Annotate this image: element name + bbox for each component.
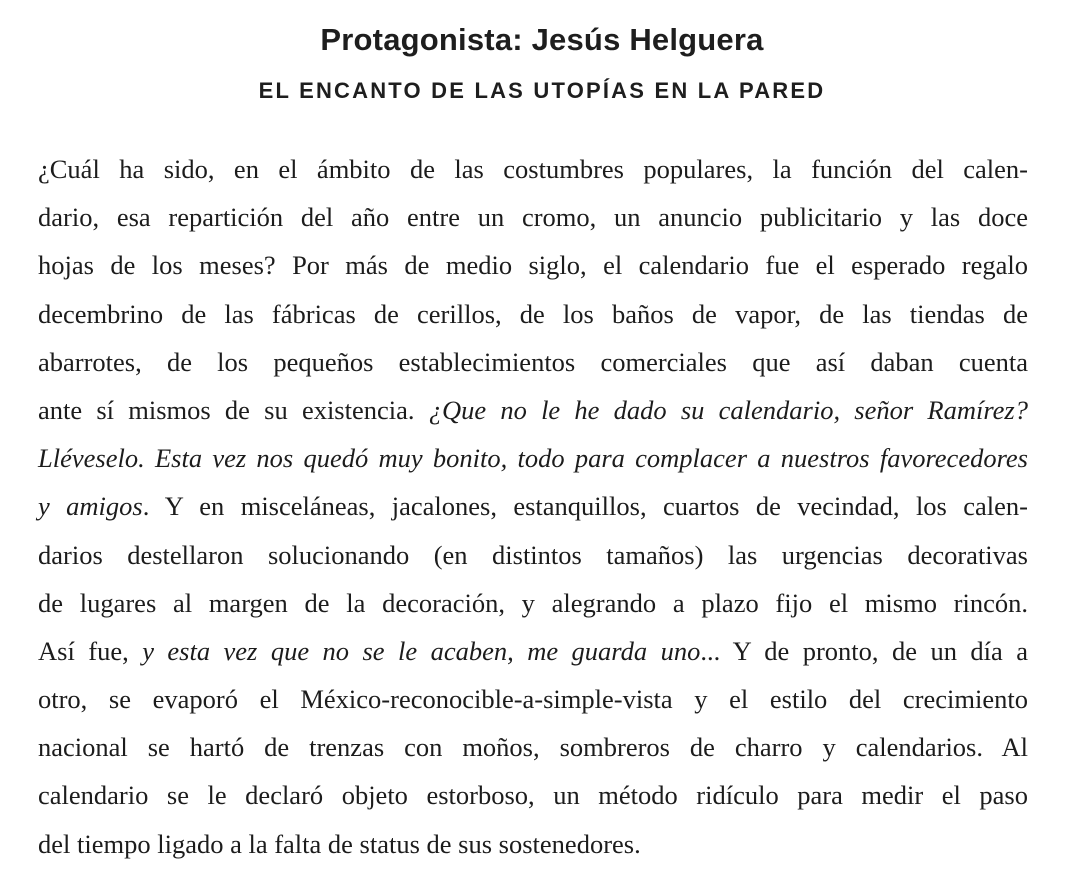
italic-quote: y amigos	[38, 491, 143, 522]
paragraph-line: darios destellaron solucionando (en distintos tamaños) las urgencias decorativas	[38, 539, 1028, 570]
paragraph-line: otro, se evaporó el México-reconocible-a-simple-vista y el estilo del crecimiento	[38, 684, 1028, 715]
paragraph-line: nacional se hartó de trenzas con moños, sombreros de charro y calendarios. Al	[38, 732, 1028, 763]
line-text: . Y en misceláneas, jacalones, estanquillos, cuartos de vecindad, los calen-	[142, 491, 1028, 522]
paragraph-line: calendario se le declaró objeto estorboso, un método ridículo para medir el paso	[38, 780, 1028, 811]
line-text: ante sí mismos de su existencia.	[38, 394, 429, 425]
italic-quote-line: Lléveselo. Esta vez nos quedó muy bonito, todo para complacer a nuestros favorecedores	[38, 443, 1028, 474]
paragraph-line: de lugares al margen de la decoración, y alegrando a plazo fijo el mismo rincón.	[38, 587, 1028, 618]
paragraph-line: del tiempo ligado a la falta de status de sus sostenedores.	[38, 828, 641, 859]
italic-quote: y esta vez que no se le acaben, me guarda uno	[142, 635, 701, 666]
paragraph-line: abarrotes, de los pequeños establecimientos comerciales que así daban cuenta	[38, 346, 1028, 377]
line-text: ... Y de pronto, de un día a	[700, 635, 1029, 666]
paragraph-line	[38, 627, 1028, 675]
italic-quote: ¿Que no le he dado su calendario, señor Ramírez?	[428, 394, 1028, 425]
paragraph-line	[38, 482, 1028, 530]
page-subtitle: EL ENCANTO DE LAS UTOPÍAS EN LA PARED	[258, 78, 826, 103]
page-title: Protagonista: Jesús Helguera	[320, 22, 764, 57]
paragraph-line	[38, 386, 1028, 434]
body-paragraph	[38, 145, 1028, 868]
paragraph-line: ¿Cuál ha sido, en el ámbito de las costumbres populares, la función del calen-	[38, 154, 1028, 184]
line-text: Así fue,	[38, 635, 143, 666]
paragraph-line: dario, esa repartición del año entre un cromo, un anuncio publicitario y las doce	[38, 202, 1028, 233]
paragraph-line: hojas de los meses? Por más de medio siglo, el calendario fue el esperado regalo	[38, 250, 1028, 281]
paragraph-line: decembrino de las fábricas de cerillos, de los baños de vapor, de las tiendas de	[38, 298, 1028, 329]
